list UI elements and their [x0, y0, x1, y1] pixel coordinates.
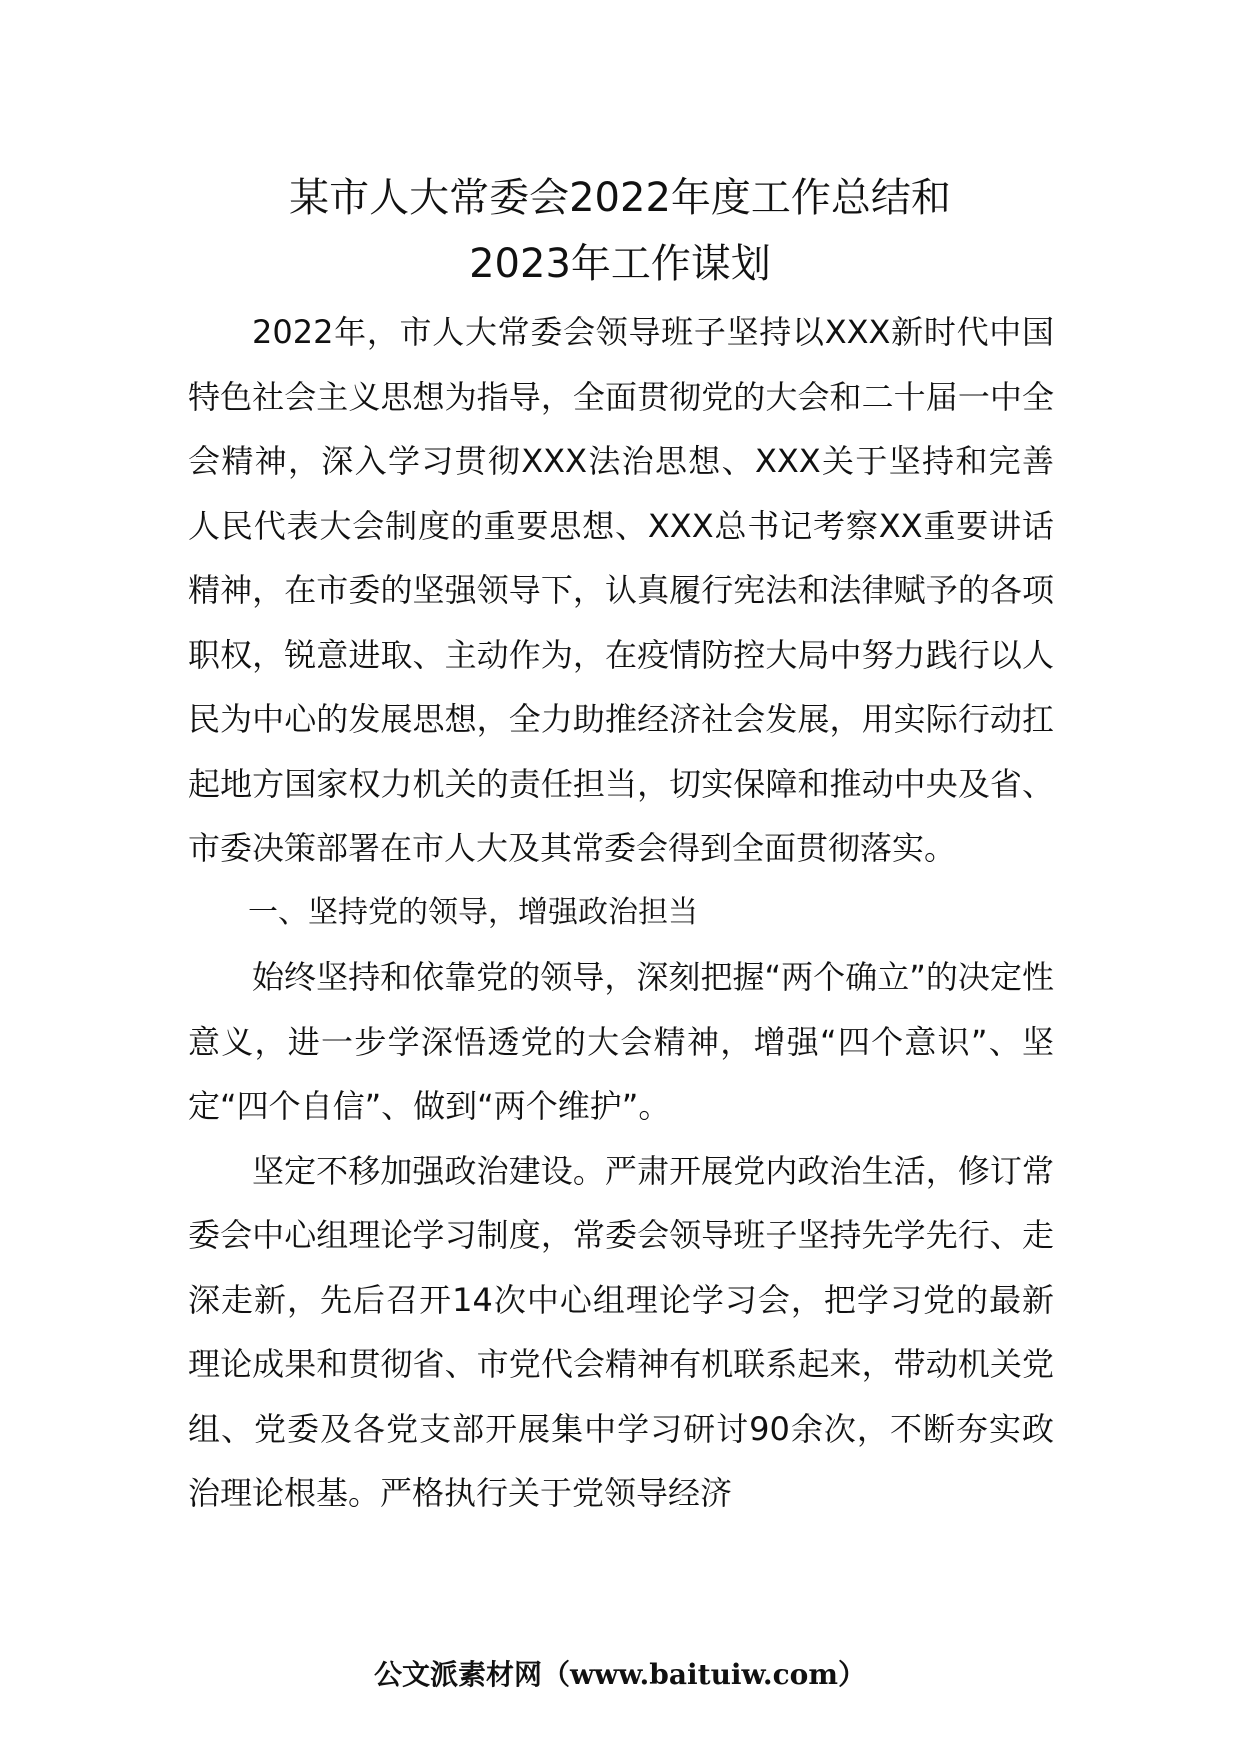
document-body — [188, 300, 1054, 1526]
document-title-line-2: 2023年工作谋划 — [469, 241, 771, 287]
section-heading-1: 一、坚持党的领导，增强政治担当 — [248, 894, 698, 930]
paragraph-intro: 2022年，市人大常委会领导班子坚持以XXX新时代中国特色社会主义思想为指导，全面贯彻党的大会和二十届一中全会精神，深入学习贯彻XXX法治思想、XXX关于坚持和完善人民代表大会制度的重要思想、XXX总书记考察XX重要讲话精神，在市委的坚强领导下，认真履行宪法和法律赋予的各项职权，锐意进取、主动作为，在疫情防控大局中努力践行以人民为中心的发展思想，全力助推经济社会发展，用实际行动扛起地方国家权力机关的责任担当，切实保障和推动中央及省、市委决策部署在市人大及其常委会得到全面贯彻落实。 — [188, 313, 1054, 867]
footer-watermark: 公文派素材网（www.baituiw.com） — [374, 1658, 866, 1691]
paragraph-party-leadership: 始终坚持和依靠党的领导，深刻把握“两个确立”的决定性意义，进一步学深悟透党的大会精神，增强“四个意识”、坚定“四个自信”、做到“两个维护”。 — [188, 958, 1054, 1125]
document-title-line-1: 某市人大常委会2022年度工作总结和 — [289, 175, 951, 221]
paragraph-political-building: 坚定不移加强政治建设。严肃开展党内政治生活，修订常委会中心组理论学习制度，常委会领导班子坚持先学先行、走深走新，先后召开14次中心组理论学习会，把学习党的最新理论成果和贯彻省、市党代会精神有机联系起来，带动机关党组、党委及各党支部开展集中学习研讨90余次，不断夯实政治理论根基。严格执行关于党领导经济 — [188, 1151, 1054, 1512]
